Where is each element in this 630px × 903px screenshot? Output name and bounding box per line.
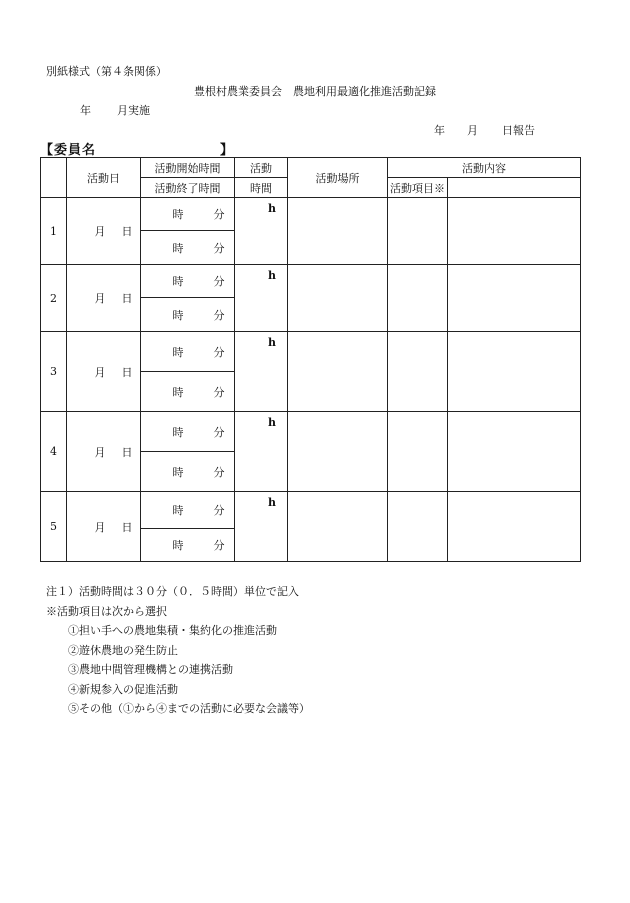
detail-cell[interactable]	[448, 492, 581, 562]
hour-unit-mark: h	[268, 269, 276, 282]
form-label: 別紙様式（第４条関係）	[46, 65, 167, 78]
hour-label: 時	[172, 345, 184, 359]
header-no	[41, 158, 67, 198]
notes-section	[46, 582, 310, 719]
list-item: ①担い手への農地集積・集約化の推進活動	[68, 624, 277, 637]
hour-unit-mark: h	[268, 336, 276, 349]
hour-label: 時	[172, 465, 184, 479]
hour-label: 時	[172, 208, 184, 221]
activity-date[interactable]	[67, 198, 141, 265]
hour-label: 時	[172, 308, 184, 322]
item-cell[interactable]	[388, 412, 448, 492]
start-time-cell[interactable]	[141, 265, 235, 298]
item-cell[interactable]	[388, 265, 448, 332]
day-label: 日	[121, 292, 133, 305]
hour-label: 時	[172, 385, 184, 399]
item-cell[interactable]	[388, 492, 448, 562]
table-row	[41, 492, 581, 529]
start-time-cell[interactable]	[141, 332, 235, 372]
item-cell[interactable]	[388, 332, 448, 412]
row-number: 3	[41, 332, 67, 412]
activity-date[interactable]	[67, 412, 141, 492]
minute-label: 分	[213, 308, 225, 322]
place-cell[interactable]	[288, 198, 388, 265]
month-label: 月	[94, 292, 106, 305]
duration-cell[interactable]	[235, 198, 288, 265]
day-label: 日	[121, 520, 133, 534]
item-cell[interactable]	[388, 198, 448, 265]
hour-label: 時	[172, 275, 184, 288]
table-row	[41, 412, 581, 452]
header-start-time: 活動開始時間	[141, 158, 235, 178]
table-row	[41, 332, 581, 372]
row-number: 1	[41, 198, 67, 265]
detail-cell[interactable]	[448, 332, 581, 412]
list-item: ⑤その他（①から④までの活動に必要な会議等）	[68, 702, 310, 715]
duration-cell[interactable]	[235, 265, 288, 332]
place-cell[interactable]	[288, 332, 388, 412]
day-label: 日	[121, 445, 133, 459]
activity-date[interactable]	[67, 492, 141, 562]
table-row	[41, 265, 581, 298]
header-end-time: 活動終了時間	[141, 178, 235, 198]
row-number: 5	[41, 492, 67, 562]
end-time-cell[interactable]	[141, 452, 235, 492]
end-time-cell[interactable]	[141, 298, 235, 332]
duration-cell[interactable]	[235, 412, 288, 492]
month-label: 月	[94, 365, 106, 379]
minute-label: 分	[213, 504, 225, 517]
month-label: 月	[94, 445, 106, 459]
note-time-unit: 注１）活動時間は３０分（０．５時間）単位で記入	[46, 585, 299, 598]
hour-unit-mark: h	[268, 202, 276, 215]
minute-label: 分	[213, 425, 225, 439]
hour-unit-mark: h	[268, 416, 276, 429]
implementation-year: 年	[80, 104, 91, 117]
end-time-cell[interactable]	[141, 231, 235, 265]
month-label: 月	[94, 520, 106, 534]
start-time-cell[interactable]	[141, 412, 235, 452]
report-month: 月	[467, 124, 478, 137]
activity-item-list	[46, 621, 310, 719]
header-content: 活動内容	[388, 158, 581, 178]
report-year: 年	[434, 124, 445, 137]
month-label: 月	[94, 225, 106, 238]
detail-cell[interactable]	[448, 198, 581, 265]
hour-label: 時	[172, 241, 184, 255]
header-date: 活動日	[67, 158, 141, 198]
end-time-cell[interactable]	[141, 372, 235, 412]
header-duration-bottom: 時間	[235, 178, 288, 198]
document-title: 豊根村農業委員会 農地利用最適化推進活動記録	[194, 85, 436, 98]
minute-label: 分	[213, 465, 225, 479]
report-day: 日報告	[502, 124, 535, 137]
detail-cell[interactable]	[448, 412, 581, 492]
minute-label: 分	[213, 539, 225, 552]
place-cell[interactable]	[288, 412, 388, 492]
end-time-cell[interactable]	[141, 529, 235, 562]
hour-label: 時	[172, 539, 184, 552]
note-item-select: ※活動項目は次から選択	[46, 604, 167, 618]
row-number: 2	[41, 265, 67, 332]
header-duration-top: 活動	[235, 158, 288, 178]
activity-date[interactable]	[67, 332, 141, 412]
header-place: 活動場所	[288, 158, 388, 198]
start-time-cell[interactable]	[141, 198, 235, 231]
day-label: 日	[121, 225, 133, 238]
activity-date[interactable]	[67, 265, 141, 332]
member-name-close: 】	[220, 143, 235, 158]
duration-cell[interactable]	[235, 332, 288, 412]
header-detail	[448, 178, 581, 198]
table-row	[41, 198, 581, 231]
activity-log-table	[40, 157, 581, 562]
hour-unit-mark: h	[268, 496, 276, 509]
day-label: 日	[121, 365, 133, 379]
list-item: ④新規参入の促進活動	[68, 682, 178, 696]
minute-label: 分	[213, 385, 225, 399]
implementation-month: 月実施	[117, 104, 150, 117]
minute-label: 分	[213, 208, 225, 221]
start-time-cell[interactable]	[141, 492, 235, 529]
list-item: ②遊休農地の発生防止	[68, 643, 178, 657]
minute-label: 分	[213, 241, 225, 255]
hour-label: 時	[172, 504, 184, 517]
list-item: ③農地中間管理機構との連携活動	[68, 663, 233, 676]
hour-label: 時	[172, 425, 184, 439]
row-number: 4	[41, 412, 67, 492]
detail-cell[interactable]	[448, 265, 581, 332]
minute-label: 分	[213, 345, 225, 359]
minute-label: 分	[213, 275, 225, 288]
place-cell[interactable]	[288, 265, 388, 332]
place-cell[interactable]	[288, 492, 388, 562]
member-name-label: 【委員名	[40, 143, 97, 158]
duration-cell[interactable]	[235, 492, 288, 562]
header-item: 活動項目※	[388, 178, 448, 198]
